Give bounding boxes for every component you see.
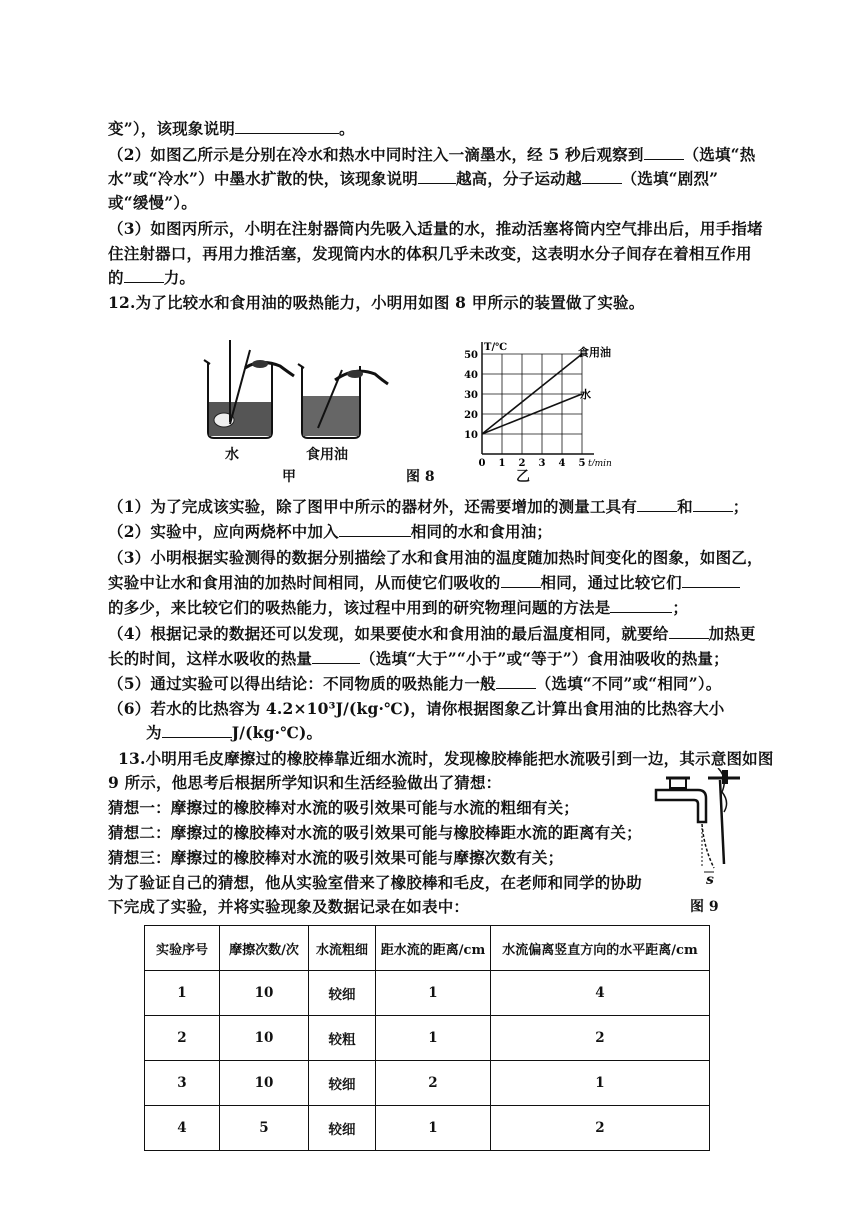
table-cell: 4	[491, 971, 710, 1016]
temperature-time-chart	[455, 338, 625, 466]
table-cell: 10	[220, 1016, 309, 1061]
answer-blank	[339, 521, 411, 537]
y-tick-label: 10	[464, 430, 478, 441]
table-cell: 1	[145, 971, 220, 1016]
question-12: 12.为了比较水和食用油的吸热能力，小明用如图 8 甲所示的装置做了实验。	[108, 293, 645, 312]
y-tick-label: 20	[464, 410, 478, 421]
text-line: 为 J/(kg·℃)。	[146, 723, 323, 742]
table-cell: 1	[491, 1061, 710, 1106]
text-line: （4）根据记录的数据还可以发现，如果要使水和食用油的最后温度相同，就要给 加热更	[108, 624, 756, 643]
text-line: 猜想三：摩擦过的橡胶棒对水流的吸引效果可能与摩擦次数有关；	[108, 848, 564, 867]
beakers-figure	[190, 340, 400, 450]
table-cell: 较细	[309, 1106, 376, 1151]
answer-blank	[682, 572, 740, 588]
table-cell: 2	[491, 1106, 710, 1151]
table-cell: 4	[145, 1106, 220, 1151]
answer-blank	[610, 597, 672, 613]
y-axis-label: T/℃	[484, 342, 508, 353]
table-cell: 3	[145, 1061, 220, 1106]
text-line: 猜想一：摩擦过的橡胶棒对水流的吸引效果可能与水流的粗细有关；	[108, 798, 580, 817]
figure-9-label: 图 9	[690, 899, 719, 915]
x-tick-label: 0	[478, 458, 486, 466]
answer-blank	[582, 168, 622, 184]
answer-blank	[124, 267, 164, 283]
experiment-table	[144, 925, 710, 1151]
answer-blank	[162, 722, 232, 738]
x-tick-label: 3	[538, 458, 546, 466]
table-header: 实验序号	[145, 926, 220, 971]
table-cell: 2	[145, 1016, 220, 1061]
question-13: 13.小明用毛皮摩擦过的橡胶棒靠近细水流时，发现橡胶棒能把水流吸引到一边，其示意图如图	[118, 749, 774, 768]
answer-blank	[501, 572, 541, 588]
table-row	[145, 1106, 710, 1151]
table-cell: 2	[376, 1061, 491, 1106]
answer-blank	[418, 168, 456, 184]
text-line: （3）如图丙所示，小明在注射器筒内先吸入适量的水，推动活塞将筒内空气排出后，用手指堵	[108, 219, 763, 238]
answer-blank	[637, 496, 677, 512]
text-line: 下完成了实验，并将实验现象及数据记录在如表中：	[108, 897, 470, 916]
x-tick-label: 5	[578, 458, 586, 466]
text-line: 的多少，来比较它们的吸热能力，该过程中用到的研究物理问题的方法是 ；	[108, 598, 689, 617]
answer-blank	[644, 144, 684, 160]
y-tick-label: 40	[464, 370, 478, 381]
table-header-row	[145, 926, 710, 971]
distance-s-label: s	[706, 872, 714, 888]
series-label: 水	[580, 388, 591, 401]
table-cell: 5	[220, 1106, 309, 1151]
table-row	[145, 971, 710, 1016]
oil-beaker	[298, 364, 388, 438]
x-tick-label: 1	[498, 458, 506, 466]
table-header: 距水流的距离/cm	[376, 926, 491, 971]
table-cell: 较细	[309, 1061, 376, 1106]
figure-8-label: 图 8	[406, 469, 435, 485]
table-cell: 10	[220, 1061, 309, 1106]
text-line: 9 所示，他思考后根据所学知识和生活经验做出了猜想：	[108, 773, 502, 792]
text-line: （5）通过实验可以得出结论：不同物质的吸热能力一般 （选填“不同”或“相同”）。	[108, 674, 722, 693]
water-beaker	[204, 340, 294, 438]
faucet-figure	[648, 768, 748, 890]
text-line: （2）如图乙所示是分别在冷水和热水中同时注入一滴墨水，经 5 秒后观察到 （选填“热	[108, 145, 756, 164]
water-label: 水	[225, 447, 239, 463]
series-label: 食用油	[578, 346, 611, 359]
table-header: 水流粗细	[309, 926, 376, 971]
x-tick-label: 2	[518, 458, 526, 466]
table-cell: 10	[220, 971, 309, 1016]
text-line: 住注射器口，再用力推活塞，发现筒内水的体积几乎未改变，这表明水分子间存在着相互作用	[108, 244, 752, 263]
text-line: 猜想二：摩擦过的橡胶棒对水流的吸引效果可能与橡胶棒距水流的距离有关；	[108, 823, 642, 842]
figure-jia-label: 甲	[282, 469, 296, 485]
text-line: 的 力。	[108, 268, 196, 287]
text-line: 或“缓慢”）。	[108, 193, 197, 212]
table-header: 摩擦次数/次	[220, 926, 309, 971]
x-axis-label: t/min	[588, 459, 612, 466]
table-cell: 1	[376, 1106, 491, 1151]
text-line: 实验中让水和食用油的加热时间相同，从而使它们吸收的 相同，通过比较它们	[108, 572, 758, 594]
table-cell: 1	[376, 971, 491, 1016]
text-line: 长的时间，这样水吸收的热量 （选填“大于”“小于”或“等于”）食用油吸收的热量；	[108, 649, 729, 668]
text-line: （6）若水的比热容为 4.2×10³J/(kg·℃)，请你根据图象乙计算出食用油的比热容大小	[108, 699, 725, 718]
text-line: 变”），该现象说明 。	[108, 119, 355, 138]
text-line: （3）小明根据实验测得的数据分别描绘了水和食用油的温度随加热时间变化的图象，如图乙，	[108, 548, 763, 567]
table-header: 水流偏离竖直方向的水平距离/cm	[491, 926, 710, 971]
answer-blank	[312, 648, 360, 664]
text-line: （1）为了完成该实验，除了图甲中所示的器材外，还需要增加的测量工具有 和 ；	[108, 497, 749, 516]
text-line: 水”或“冷水”）中墨水扩散的快，该现象说明 越高，分子运动越 （选填“剧烈”	[108, 169, 719, 188]
y-tick-label: 50	[464, 350, 478, 361]
answer-blank	[669, 623, 709, 639]
table-cell: 较粗	[309, 1016, 376, 1061]
table-cell: 较细	[309, 971, 376, 1016]
table-row	[145, 1061, 710, 1106]
answer-blank	[496, 673, 536, 689]
figure-yi-label: 乙	[516, 469, 530, 485]
text-line: 为了验证自己的猜想，他从实验室借来了橡胶棒和毛皮，在老师和同学的协助	[108, 873, 642, 892]
answer-blank	[235, 118, 339, 134]
oil-label: 食用油	[306, 447, 348, 463]
table-cell: 2	[491, 1016, 710, 1061]
text-line: （2）实验中，应向两烧杯中加入 相同的水和食用油；	[108, 522, 553, 541]
y-tick-label: 30	[464, 390, 478, 401]
table-row	[145, 1016, 710, 1061]
table-cell: 1	[376, 1016, 491, 1061]
x-tick-label: 4	[558, 458, 566, 466]
answer-blank	[693, 496, 733, 512]
